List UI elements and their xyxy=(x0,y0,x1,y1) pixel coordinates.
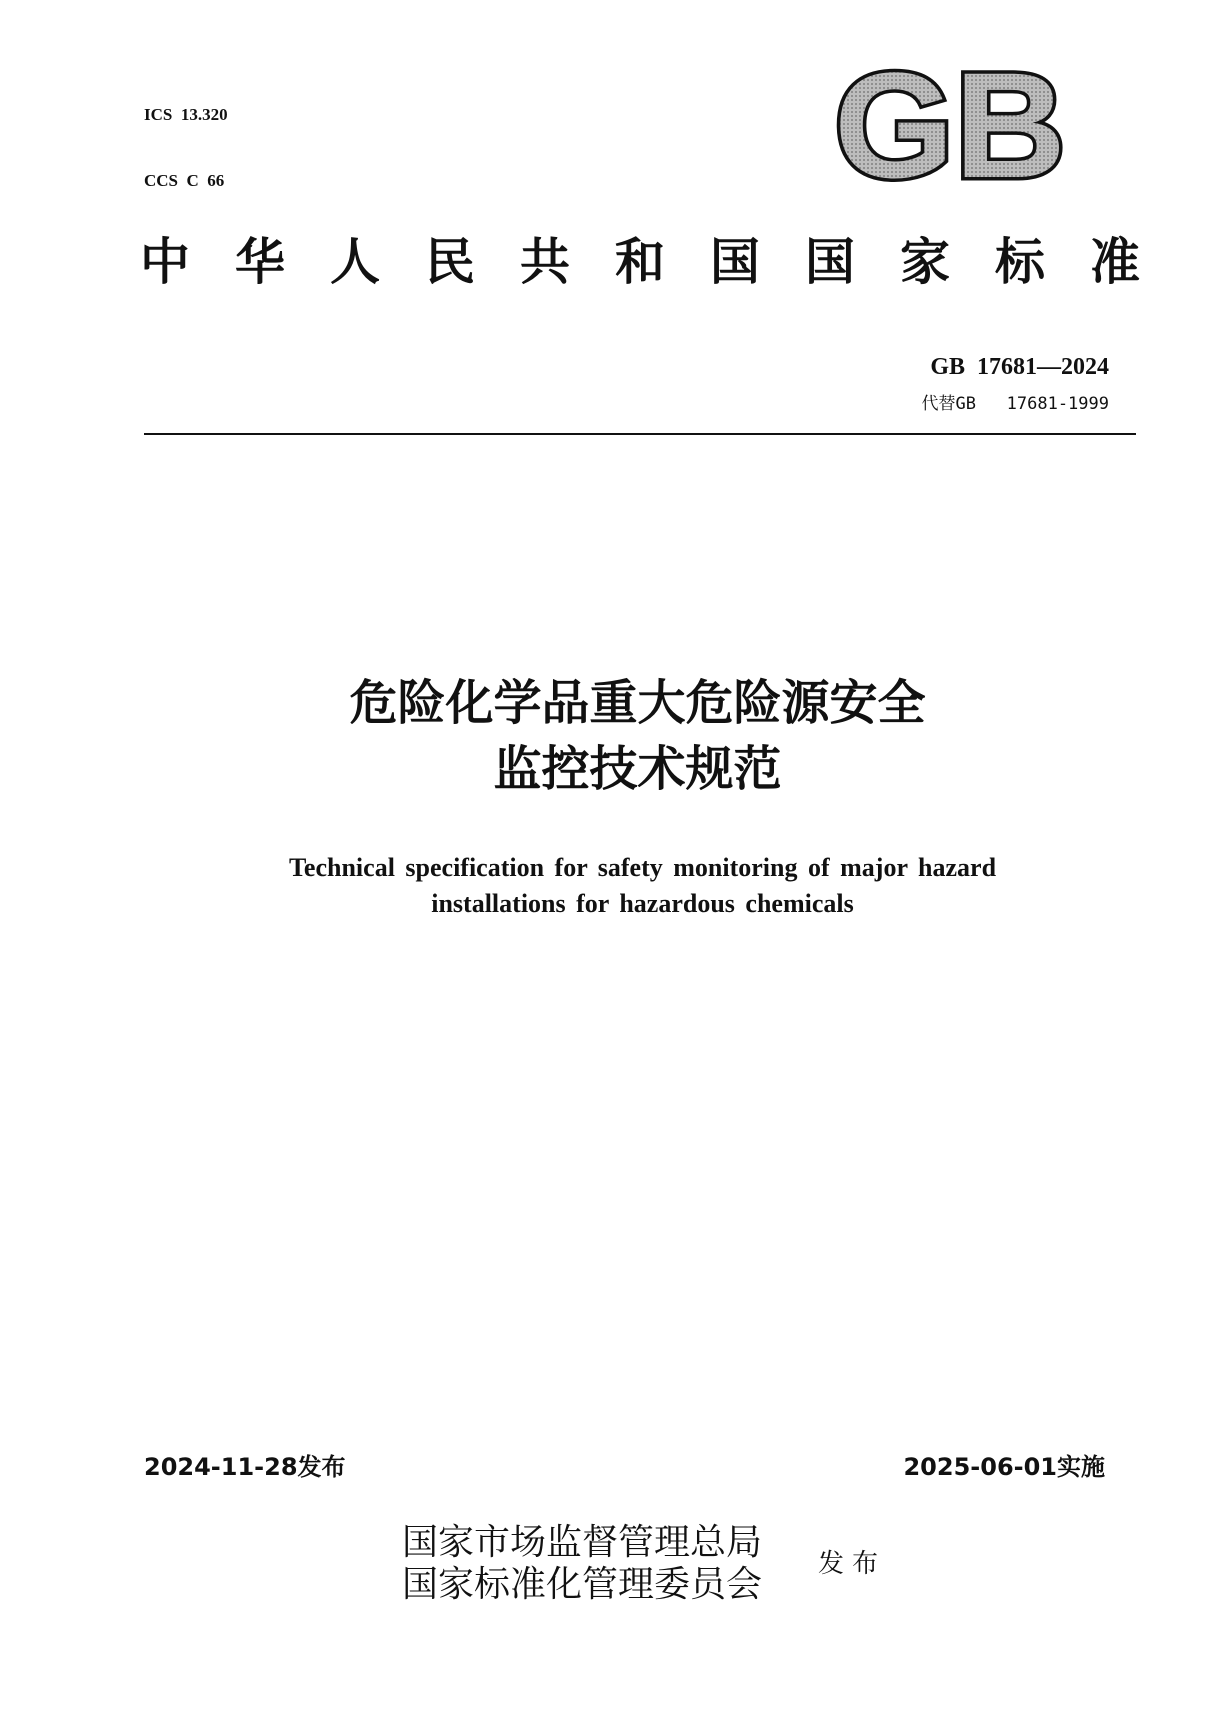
logo-text: GB xyxy=(834,62,1066,186)
chinese-title-line-2: 监控技术规范 xyxy=(493,741,782,797)
national-title-char: 中 xyxy=(140,232,190,291)
national-title-char: 家 xyxy=(900,232,950,291)
national-standard-title xyxy=(140,232,1140,292)
national-title-char: 国 xyxy=(710,232,760,291)
header-divider xyxy=(144,433,1136,435)
english-title-line-2: installations for hazardous chemicals xyxy=(431,889,854,918)
national-title-char: 标 xyxy=(995,232,1045,291)
national-title-char: 华 xyxy=(235,232,285,291)
english-title-line-1: Technical specification for safety monitoring of major hazard xyxy=(288,853,997,882)
national-title-char: 准 xyxy=(1090,232,1140,291)
standard-number: GB 17681—2024 xyxy=(930,354,1109,380)
issue-label: 发布 xyxy=(818,1549,887,1579)
ccs-code: CCS C 66 xyxy=(144,171,225,190)
issuer-samr: 国家市场监督管理总局 xyxy=(402,1522,763,1563)
issuing-authorities xyxy=(402,1522,762,1606)
replaces-standard: 代替GB 17681-1999 xyxy=(921,394,1109,414)
national-title-char: 民 xyxy=(425,232,475,291)
issuer-sac: 国家标准化管理委员会 xyxy=(402,1564,763,1605)
national-title-char: 人 xyxy=(330,232,380,291)
chinese-title-line-1: 危险化学品重大危险源安全 xyxy=(349,675,926,731)
national-title-char: 国 xyxy=(805,232,855,291)
issue-date: 2024-11-28发布 xyxy=(144,1453,346,1481)
national-title-char: 共 xyxy=(520,232,570,291)
chinese-title xyxy=(0,670,1215,802)
ics-code: ICS 13.320 xyxy=(144,105,228,124)
implementation-date: 2025-06-01实施 xyxy=(903,1453,1105,1481)
classification-codes xyxy=(144,60,228,236)
gb-logo xyxy=(830,62,1070,186)
national-title-char: 和 xyxy=(615,232,665,291)
english-title xyxy=(0,850,1215,922)
